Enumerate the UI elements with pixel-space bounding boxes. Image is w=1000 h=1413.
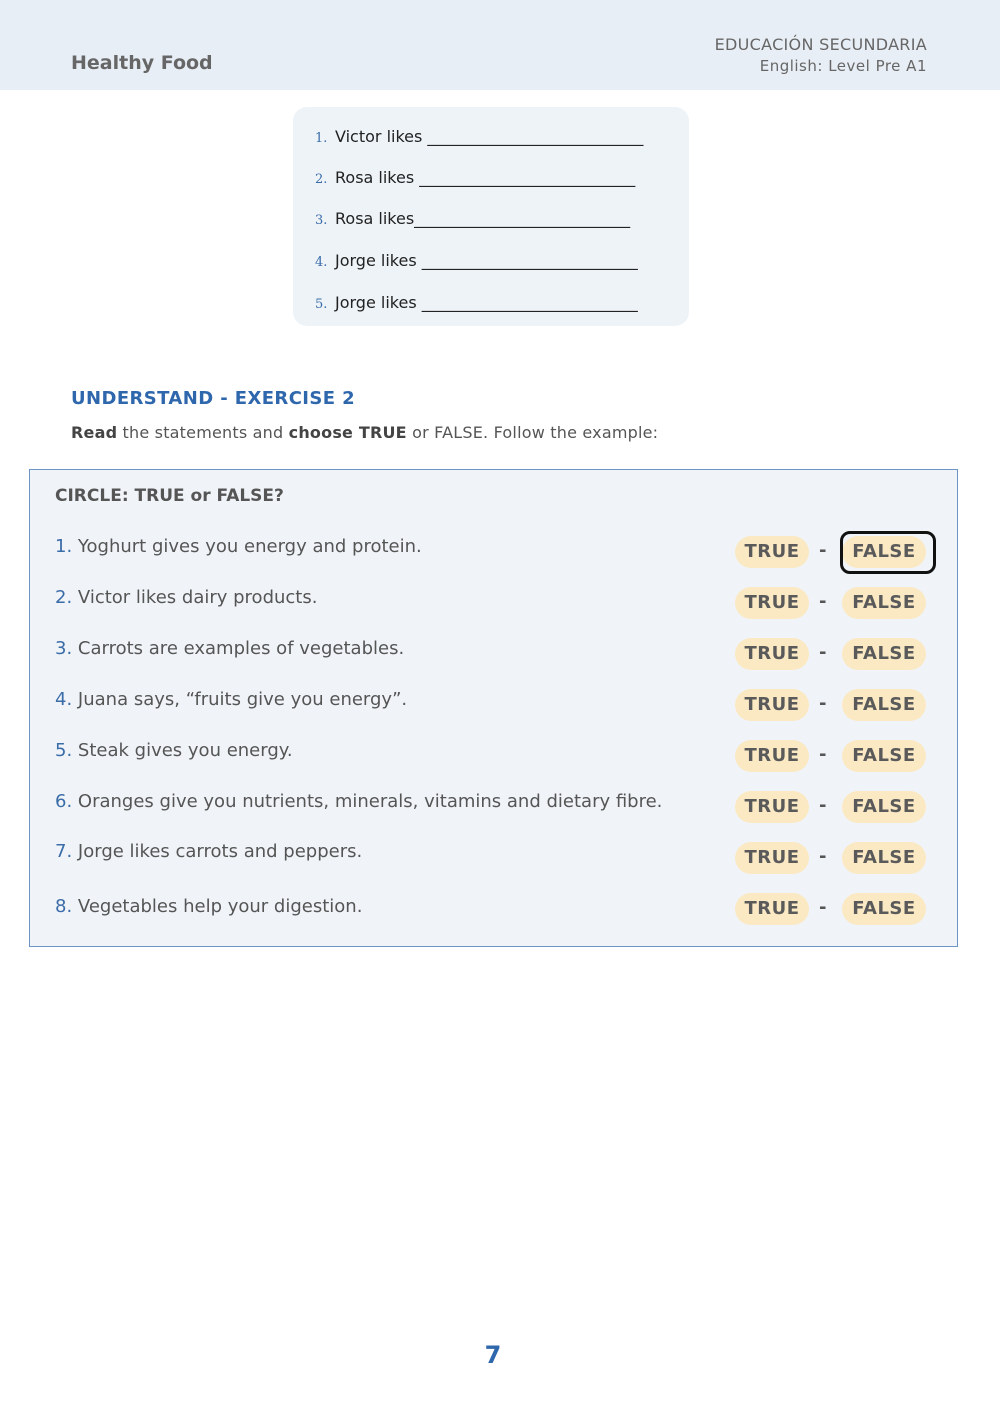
fill-in-number: 1.: [315, 131, 328, 146]
exercise-instructions: [71, 423, 658, 442]
instr-end: or FALSE. Follow the example:: [406, 423, 659, 442]
true-option[interactable]: TRUE: [735, 893, 809, 925]
fill-in-number: 2.: [315, 172, 328, 187]
fill-in-text: Rosa likes ___________________________: [335, 168, 636, 187]
course-level-line2: English: Level Pre A1: [759, 57, 927, 75]
false-option[interactable]: FALSE: [842, 740, 926, 772]
separator: -: [819, 642, 827, 663]
true-false-heading: CIRCLE: TRUE or FALSE?: [55, 486, 284, 506]
page-header: [0, 0, 1000, 90]
statement-number: 1.: [55, 536, 73, 557]
separator: -: [819, 693, 827, 714]
statement: [55, 896, 362, 917]
statement-number: 6.: [55, 791, 73, 812]
instr-read: Read: [71, 423, 118, 442]
statement-number: 7.: [55, 841, 73, 862]
fill-in-text: Rosa likes___________________________: [335, 209, 631, 228]
fill-in-item[interactable]: [315, 293, 638, 312]
course-level: [715, 35, 927, 75]
statement: [55, 740, 293, 761]
statement-number: 4.: [55, 689, 73, 710]
fill-in-item[interactable]: [315, 127, 643, 146]
statement: [55, 841, 362, 862]
false-option[interactable]: FALSE: [842, 536, 926, 568]
statement-text: Steak gives you energy.: [77, 740, 293, 761]
true-option[interactable]: TRUE: [735, 536, 809, 568]
statement-number: 8.: [55, 896, 73, 917]
statement-text: Yoghurt gives you energy and protein.: [77, 536, 422, 557]
statement-text: Victor likes dairy products.: [77, 587, 318, 608]
statement-number: 3.: [55, 638, 73, 659]
statement-text: Carrots are examples of vegetables.: [77, 638, 405, 659]
separator: -: [819, 744, 827, 765]
exercise-title: UNDERSTAND - EXERCISE 2: [71, 388, 356, 409]
page-number: 7: [484, 1341, 502, 1369]
statement: [55, 689, 407, 710]
separator: -: [819, 591, 827, 612]
course-level-line1: EDUCACIÓN SECUNDARIA: [714, 35, 927, 54]
separator: -: [819, 897, 827, 918]
true-option[interactable]: TRUE: [735, 638, 809, 670]
false-option[interactable]: FALSE: [842, 689, 926, 721]
statement: [55, 536, 422, 557]
false-option[interactable]: FALSE: [842, 638, 926, 670]
fill-in-text: Victor likes ___________________________: [335, 127, 644, 146]
statement-number: 2.: [55, 587, 73, 608]
statement-text: Jorge likes carrots and peppers.: [77, 841, 363, 862]
statement: [55, 791, 662, 812]
separator: -: [819, 540, 827, 561]
separator: -: [819, 846, 827, 867]
false-option[interactable]: FALSE: [842, 587, 926, 619]
instr-mid: the statements and: [117, 423, 289, 442]
true-option[interactable]: TRUE: [735, 791, 809, 823]
fill-in-item[interactable]: [315, 209, 630, 228]
true-option[interactable]: TRUE: [735, 689, 809, 721]
false-option[interactable]: FALSE: [842, 893, 926, 925]
answer-circle-mark: [840, 531, 936, 574]
statement-text: Juana says, “fruits give you energy”.: [77, 689, 408, 710]
fill-in-number: 4.: [315, 255, 328, 270]
statement: [55, 638, 404, 659]
fill-in-box: [293, 107, 689, 326]
separator: -: [819, 795, 827, 816]
false-option[interactable]: FALSE: [842, 791, 926, 823]
fill-in-text: Jorge likes ___________________________: [335, 293, 638, 312]
statement-text: Vegetables help your digestion.: [77, 896, 363, 917]
false-option[interactable]: FALSE: [842, 842, 926, 874]
fill-in-number: 3.: [315, 213, 328, 228]
fill-in-item[interactable]: [315, 251, 638, 270]
fill-in-number: 5.: [315, 297, 328, 312]
statement: [55, 587, 317, 608]
fill-in-item[interactable]: [315, 168, 635, 187]
true-option[interactable]: TRUE: [735, 740, 809, 772]
instr-choose: choose TRUE: [288, 423, 407, 442]
statement-number: 5.: [55, 740, 73, 761]
true-false-panel: [29, 469, 958, 947]
true-option[interactable]: TRUE: [735, 842, 809, 874]
statement-text: Oranges give you nutrients, minerals, vitamins and dietary fibre.: [77, 791, 663, 812]
fill-in-text: Jorge likes ___________________________: [335, 251, 638, 270]
true-option[interactable]: TRUE: [735, 587, 809, 619]
page-title: Healthy Food: [71, 52, 213, 74]
